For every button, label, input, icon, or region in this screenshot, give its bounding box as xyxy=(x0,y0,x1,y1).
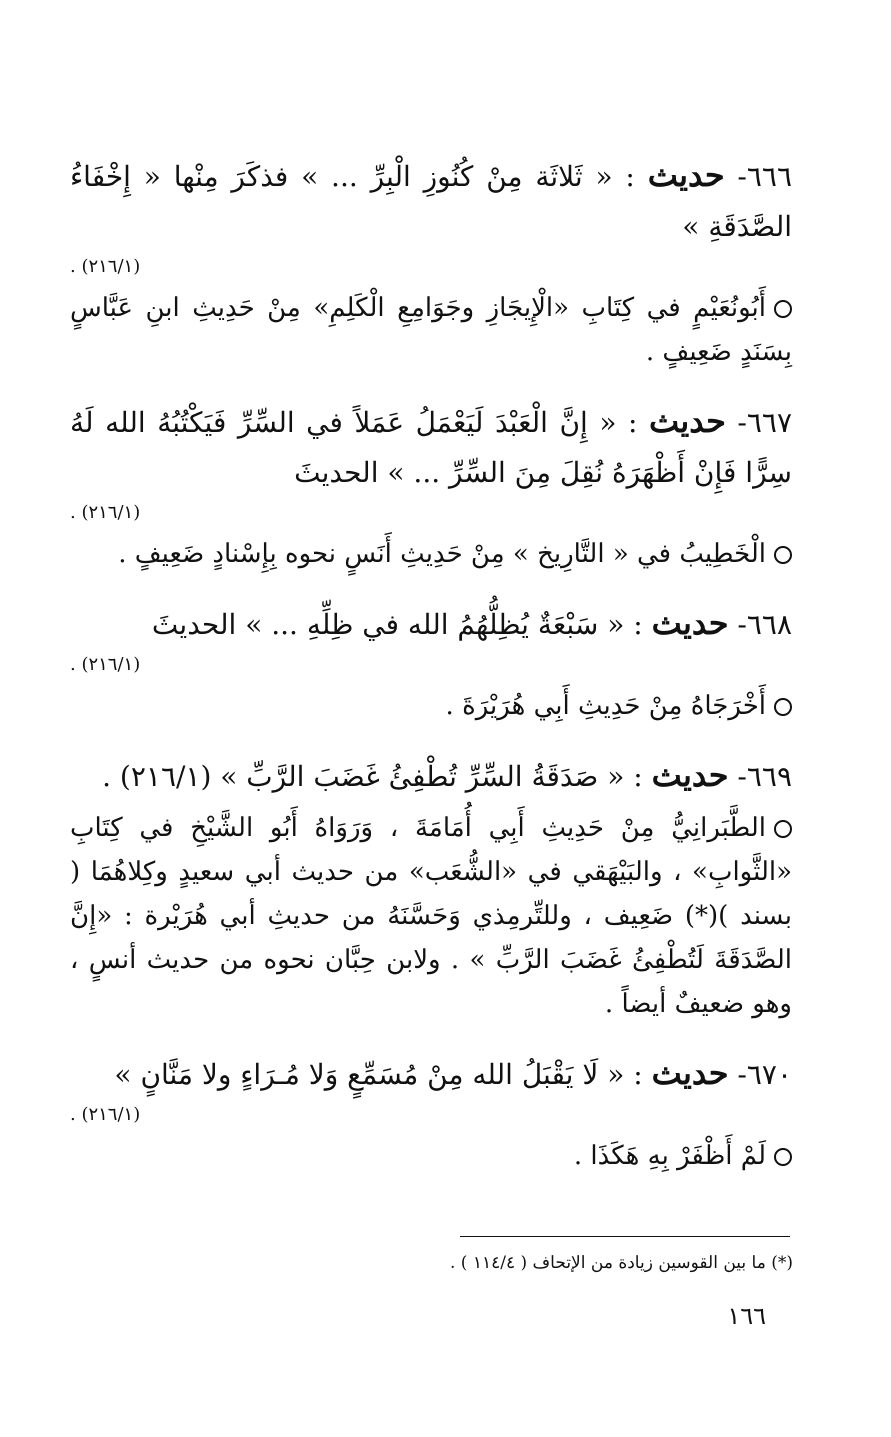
hadith-reference: (٢١٦/١) . xyxy=(70,654,141,675)
hadith-text: : « لَا يَقْبَلُ الله مِنْ مُسَمِّعٍ وَلا مُـرَاءٍ ولا مَنَّانٍ » xyxy=(114,1058,643,1091)
hadith-source: الْخَطِيبُ في « التَّارِيخ » مِنْ حَدِيثِ أَنَسٍ نحوه بِإِسْنادٍ ضَعِيفٍ . xyxy=(118,539,766,569)
hadith-keyword: حديث xyxy=(648,402,726,440)
hadith-reference: (٢١٦/١) . xyxy=(70,256,141,277)
hadith-keyword: حديث xyxy=(651,756,729,794)
hadith-number: ٦٦٩- xyxy=(737,760,792,793)
circle-bullet-icon xyxy=(774,1148,792,1166)
hadith-keyword: حديث xyxy=(651,604,729,642)
hadith-reference: (٢١٦/١) . xyxy=(70,1104,141,1125)
hadith-number: ٦٧٠- xyxy=(737,1058,792,1091)
hadith-number: ٦٦٨- xyxy=(737,608,792,641)
hadith-number: ٦٦٧- xyxy=(737,406,792,439)
circle-bullet-icon xyxy=(774,300,792,318)
hadith-keyword: حديث xyxy=(651,1054,729,1092)
hadith-text: : « ثَلاثَة مِنْ كُنُوزِ الْبِرِّ ... » فذكَرَ مِنْها « إِخْفَاءُ الصَّدَقَةِ » xyxy=(70,160,792,243)
page-number: ١٦٦ xyxy=(727,1302,766,1330)
page-body xyxy=(70,150,792,1200)
hadith-entry-667 xyxy=(70,396,792,576)
hadith-text: : « إِنَّ الْعَبْدَ لَيَعْمَلُ عَمَلاً في السِّرِّ فَيَكْتُبُهُ الله لَهُ سِرًّا فَإِنْ أَظْهَرَهُ نُقِلَ مِنَ السِّرِّ ... » الحديثَ xyxy=(70,406,792,489)
circle-bullet-icon xyxy=(774,698,792,716)
hadith-text: : « صَدَقَةُ السِّرِّ تُطْفِئُ غَضَبَ الرَّبِّ » (٢١٦/١) . xyxy=(102,760,643,793)
hadith-entry-668 xyxy=(70,598,792,728)
hadith-entry-670 xyxy=(70,1048,792,1178)
hadith-reference: (٢١٦/١) . xyxy=(70,502,141,523)
hadith-source: أَخْرَجَاهُ مِنْ حَدِيثِ أَبِي هُرَيْرَةَ . xyxy=(445,691,766,721)
hadith-entry-666 xyxy=(70,150,792,374)
circle-bullet-icon xyxy=(774,820,792,838)
hadith-number: ٦٦٦- xyxy=(737,160,793,193)
hadith-entry-669 xyxy=(70,750,792,1026)
hadith-text: : « سَبْعَةٌ يُظِلُّهُمُ الله في ظِلِّهِ ... » الحديثَ xyxy=(151,608,643,641)
hadith-source: الطَّبَرانِيُّ مِنْ حَدِيثِ أَبِي أُمَامَةَ ، وَرَوَاهُ أَبُو الشَّيْخِ في كِتَابِ «الثَّوابِ» ، والبَيْهَقي في «الشُّعَب» من حديث أبي سعيدٍ وكِلاهُمَا ( بسند )(*) ضَعِيف ، وللتِّرمِذي وَحَسَّنَهُ من حديثِ أبي هُرَيْرة : «إِنَّ الصَّدَقَةَ لَتُطْفِئُ غَضَبَ الرَّبِّ » . ولابن حِبَّان نحوه من حديث أنسٍ ، وهو ضعيفٌ أيضاً . xyxy=(70,813,792,1019)
hadith-source: أَبُونُعَيْمٍ في كِتَابِ «الْإِيجَازِ وجَوَامِعِ الْكَلِمِ» مِنْ حَدِيثِ ابنِ عَبَّاسٍ بِسَنَدٍ ضَعِيفٍ . xyxy=(70,293,792,367)
hadith-keyword: حديث xyxy=(647,156,725,194)
footnote-divider xyxy=(460,1236,790,1237)
footnote: (*) ما بين القوسين زيادة من الإتحاف ( ١١٤/٤ ) . xyxy=(450,1253,793,1273)
hadith-source: لَمْ أَظْفَرْ بِهِ هَكَذَا . xyxy=(573,1141,766,1171)
circle-bullet-icon xyxy=(774,546,792,564)
